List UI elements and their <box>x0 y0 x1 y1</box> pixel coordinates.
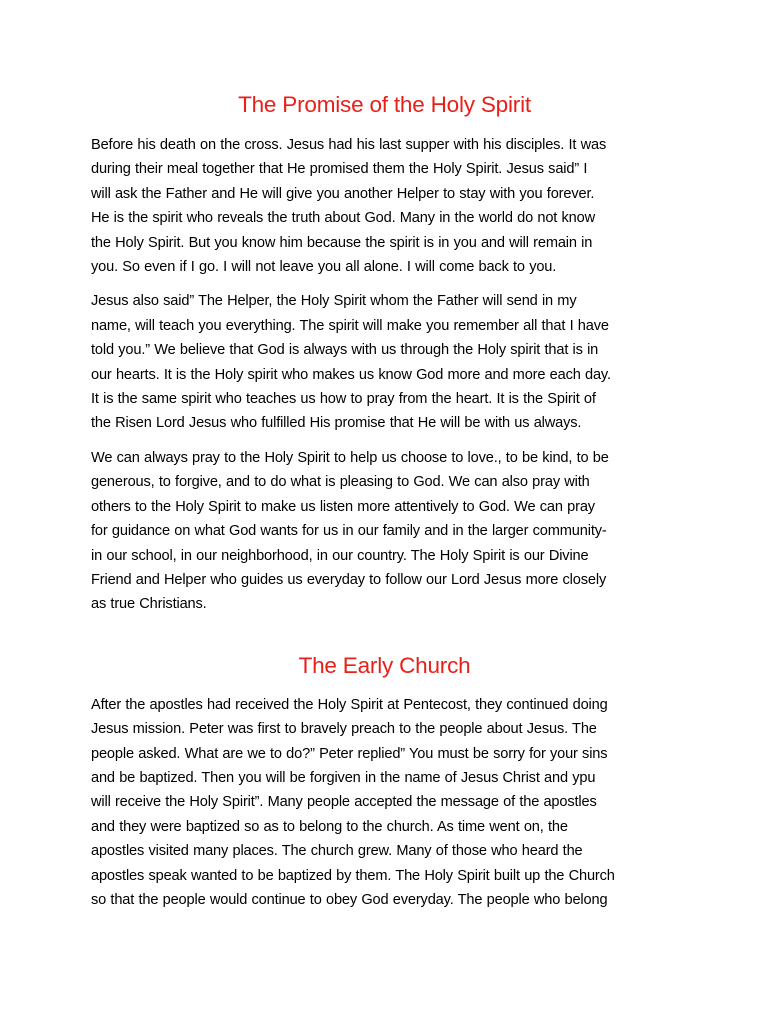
paragraph-line: and be baptized. Then you will be forgiven in the name of Jesus Christ and ypu <box>91 769 596 786</box>
paragraph-line: others to the Holy Spirit to make us listen more attentively to God. We can pray <box>91 498 595 515</box>
paragraph-line: generous, to forgive, and to do what is pleasing to God. We can also pray with <box>91 474 590 491</box>
paragraph-line: people asked. What are we to do?” Peter replied” You must be sorry for your sins <box>91 745 608 762</box>
paragraph-line: apostles visited many places. The church grew. Many of those who heard the <box>91 843 583 860</box>
section-body-holy-spirit <box>91 133 678 617</box>
paragraph-line: apostles speak wanted to be baptized by them. The Holy Spirit built up the Church <box>91 867 615 884</box>
paragraph <box>91 693 678 913</box>
section-body-early-church <box>91 693 678 913</box>
paragraph-line: He is the spirit who reveals the truth about God. Many in the world do not know <box>91 210 595 227</box>
paragraph-line: told you.” We believe that God is always with us through the Holy spirit that is in <box>91 342 599 359</box>
paragraph-line: the Holy Spirit. But you know him because the spirit is in you and will remain in <box>91 234 593 251</box>
paragraph-line: in our school, in our neighborhood, in our country. The Holy Spirit is our Divine <box>91 547 589 564</box>
paragraph-line: and they were baptized so as to belong to the church. As time went on, the <box>91 818 568 835</box>
paragraph-line: name, will teach you everything. The spirit will make you remember all that I have <box>91 317 609 334</box>
paragraph <box>91 289 678 435</box>
paragraph-line: the Risen Lord Jesus who fulfilled His promise that He will be with us always. <box>91 415 582 432</box>
paragraph-line: Jesus mission. Peter was first to bravely preach to the people about Jesus. The <box>91 721 597 738</box>
section-title-holy-spirit: The Promise of the Holy Spirit <box>238 92 531 117</box>
paragraph-line: After the apostles had received the Holy Spirit at Pentecost, they continued doing <box>91 696 608 713</box>
paragraph-line: Jesus also said” The Helper, the Holy Spirit whom the Father will send in my <box>91 293 577 310</box>
paragraph-line: so that the people would continue to obey God everyday. The people who belong <box>91 891 608 908</box>
paragraph-line: Friend and Helper who guides us everyday to follow our Lord Jesus more closely <box>91 571 607 588</box>
paragraph-line: will receive the Holy Spirit”. Many people accepted the message of the apostles <box>91 794 597 811</box>
paragraph <box>91 133 678 279</box>
paragraph-line: you. So even if I go. I will not leave you all alone. I will come back to you. <box>91 259 557 276</box>
paragraph-line: Before his death on the cross. Jesus had his last supper with his disciples. It was <box>91 137 607 153</box>
paragraph-line: will ask the Father and He will give you another Helper to stay with you forever. <box>91 185 595 202</box>
section-title-early-church: The Early Church <box>298 652 471 678</box>
paragraph-line: as true Christians. <box>91 596 207 613</box>
paragraph-line: It is the same spirit who teaches us how to pray from the heart. It is the Spirit of <box>91 391 596 408</box>
paragraph-line: for guidance on what God wants for us in our family and in the larger community- <box>91 523 607 540</box>
paragraph-line: during their meal together that He promised them the Holy Spirit. Jesus said” I <box>91 161 588 178</box>
paragraph <box>91 446 678 617</box>
paragraph-line: We can always pray to the Holy Spirit to help us choose to love., to be kind, to be <box>91 449 609 466</box>
paragraph-line: our hearts. It is the Holy spirit who makes us know God more and more each day. <box>91 366 611 383</box>
